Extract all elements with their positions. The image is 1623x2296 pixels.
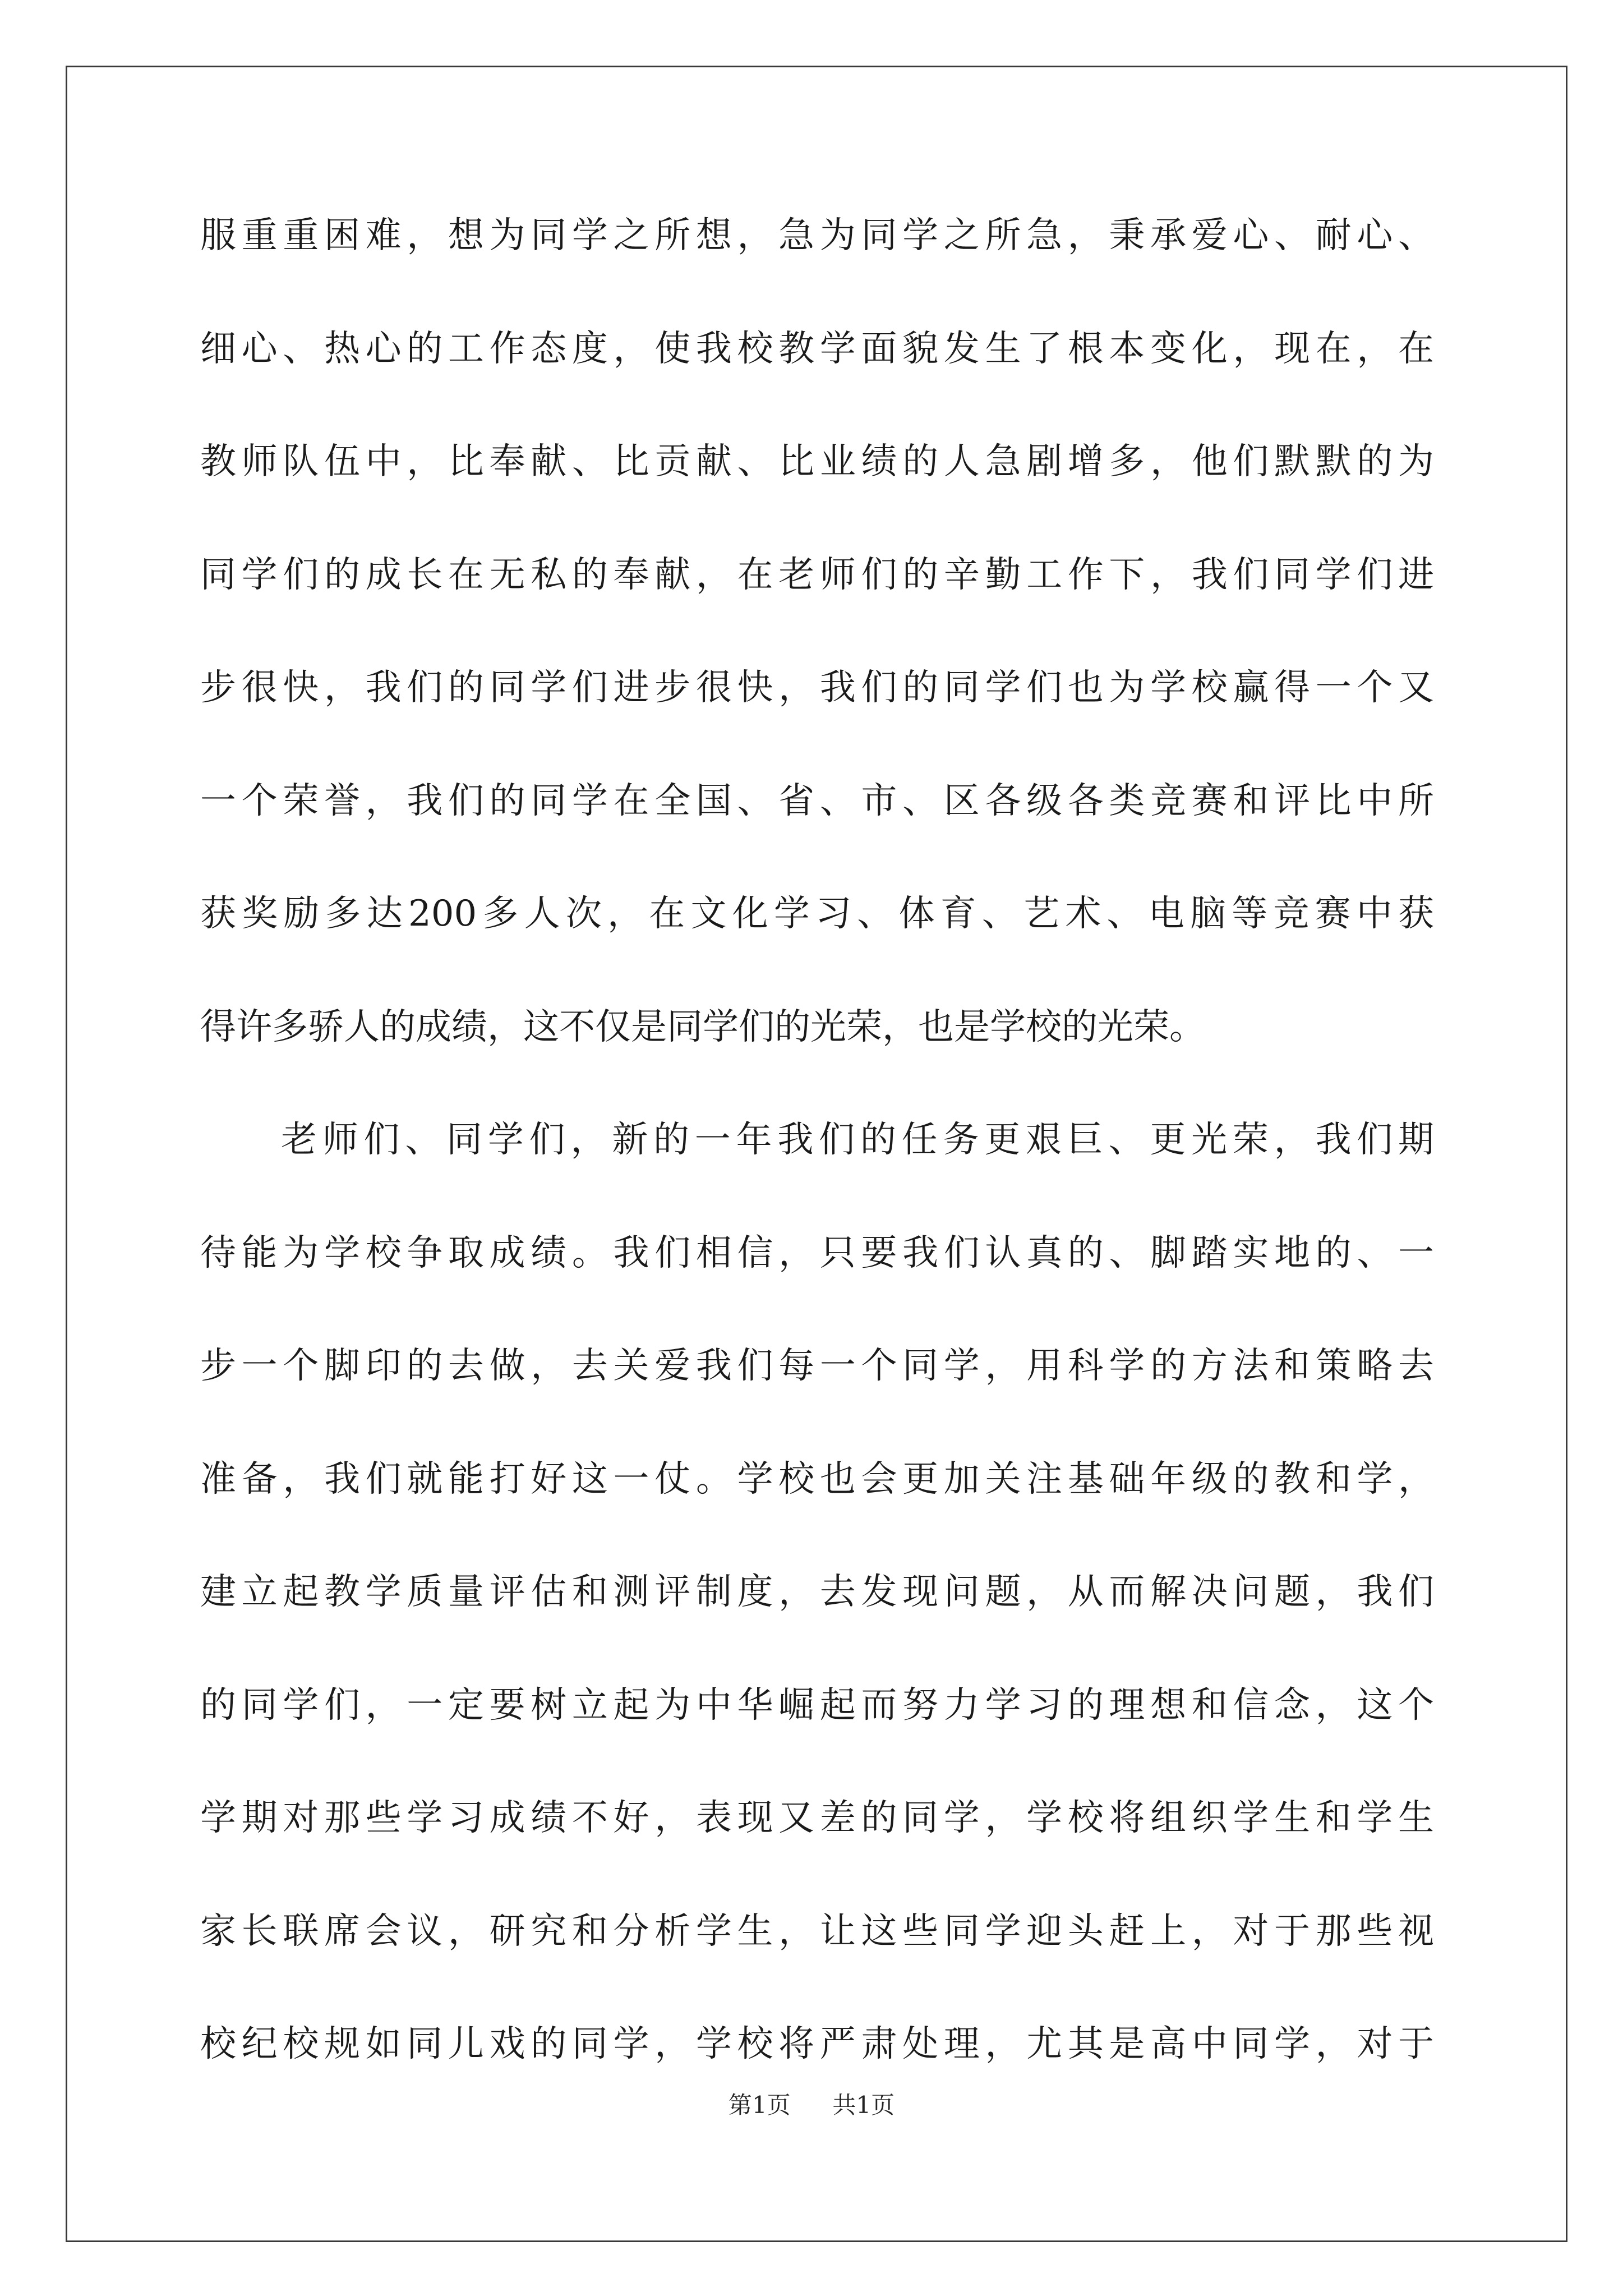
document-body [200, 215, 1434, 2139]
paragraph-1 [200, 215, 1434, 1122]
text-line: 服重重困难，想为同学之所想，急为同学之所急，秉承爱心、耐心、 [200, 215, 1434, 256]
paragraph-2 [200, 1119, 1434, 2139]
text-line: 一个荣誉，我们的同学在全国、省、市、区各级各类竞赛和评比中所 [200, 780, 1434, 822]
page-total: 共1页 [832, 2091, 895, 2119]
text-line: 教师队伍中，比奉献、比贡献、比业绩的人急剧增多，他们默默的为 [200, 441, 1434, 482]
text-line: 学期对那些学习成绩不好，表现又差的同学，学校将组织学生和学生 [200, 1797, 1434, 1839]
text-line: 步很快，我们的同学们进步很快，我们的同学们也为学校赢得一个又 [200, 667, 1434, 708]
page-number: 第1页 [728, 2091, 791, 2119]
text-line: 家长联席会议，研究和分析学生，让这些同学迎头赶上，对于那些视 [200, 1910, 1434, 1952]
text-line: 准备，我们就能打好这一仗。学校也会更加关注基础年级的教和学， [200, 1458, 1434, 1500]
text-line: 建立起教学质量评估和测评制度，去发现问题，从而解决问题，我们 [200, 1571, 1434, 1613]
text-line: 校纪校规如同儿戏的同学，学校将严肃处理，尤其是高中同学，对于 [200, 2023, 1434, 2065]
page-footer [0, 2093, 1623, 2117]
text-line: 获奖励多达200多人次，在文化学习、体育、艺术、电脑等竞赛中获 [200, 893, 1434, 935]
text-line: 老师们、同学们，新的一年我们的任务更艰巨、更光荣，我们期 [281, 1119, 1434, 1161]
text-line: 得许多骄人的成绩，这不仅是同学们的光荣，也是学校的光荣。 [200, 1006, 1205, 1048]
text-line: 步一个脚印的去做，去关爱我们每一个同学，用科学的方法和策略去 [200, 1345, 1434, 1387]
text-line: 待能为学校争取成绩。我们相信，只要我们认真的、脚踏实地的、一 [200, 1232, 1434, 1274]
text-line: 的同学们，一定要树立起为中华崛起而努力学习的理想和信念，这个 [200, 1684, 1434, 1726]
text-line: 同学们的成长在无私的奉献，在老师们的辛勤工作下，我们同学们进 [200, 554, 1434, 596]
text-line: 细心、热心的工作态度，使我校教学面貌发生了根本变化，现在，在 [200, 328, 1434, 370]
